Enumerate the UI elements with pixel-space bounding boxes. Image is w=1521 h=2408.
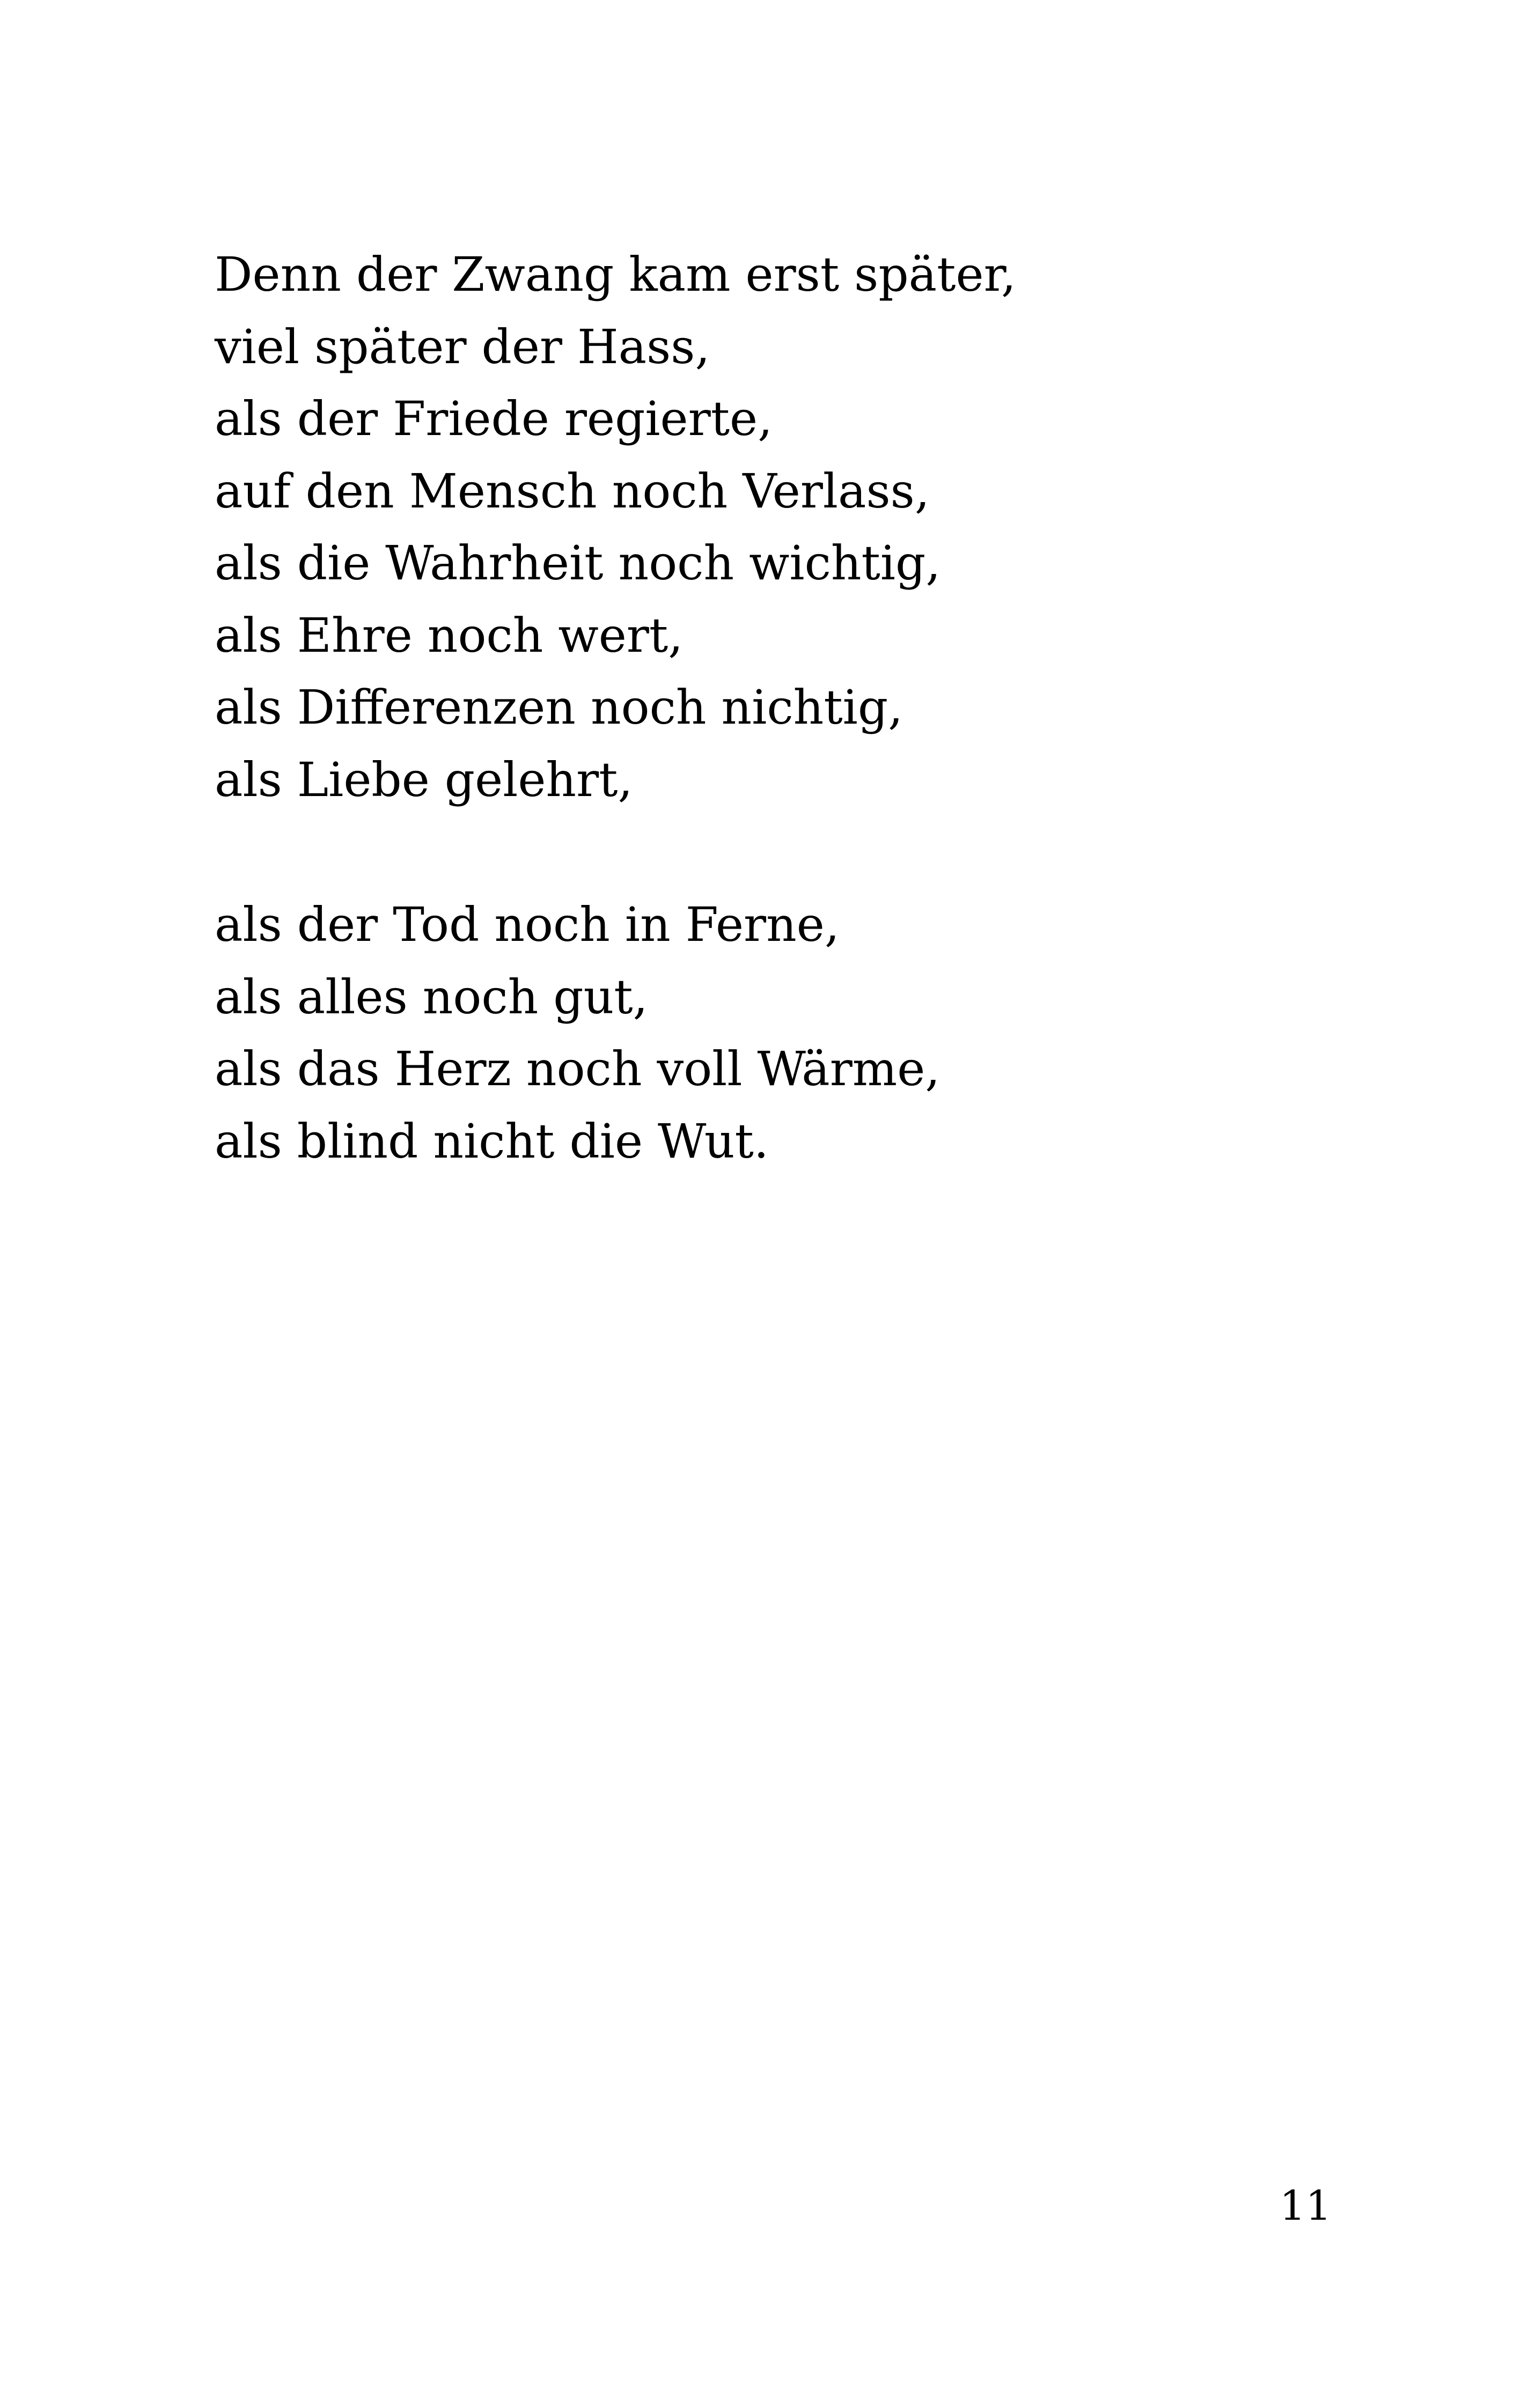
poem-line: als alles noch gut,	[215, 969, 648, 1025]
poem-line: viel später der Hass,	[215, 319, 710, 374]
page-number: 11	[1280, 2182, 1332, 2229]
poem-line: auf den Mensch noch Verlass,	[215, 463, 930, 519]
poem	[215, 239, 1288, 1177]
stanza-2	[215, 889, 1288, 1177]
poem-line: als der Tod noch in Ferne,	[215, 897, 840, 952]
poem-line: als Differenzen noch nichtig,	[215, 680, 903, 735]
poem-line: als Liebe gelehrt,	[215, 752, 633, 807]
poem-line: als blind nicht die Wut.	[215, 1113, 769, 1169]
poem-line: als der Friede regierte,	[215, 391, 773, 446]
poem-line: als Ehre noch wert,	[215, 607, 684, 663]
poem-line: Denn der Zwang kam erst später,	[215, 247, 1016, 302]
poem-line: als die Wahrheit noch wichtig,	[215, 535, 941, 591]
stanza-1	[215, 239, 1288, 816]
poem-line: als das Herz noch voll Wärme,	[215, 1041, 940, 1096]
